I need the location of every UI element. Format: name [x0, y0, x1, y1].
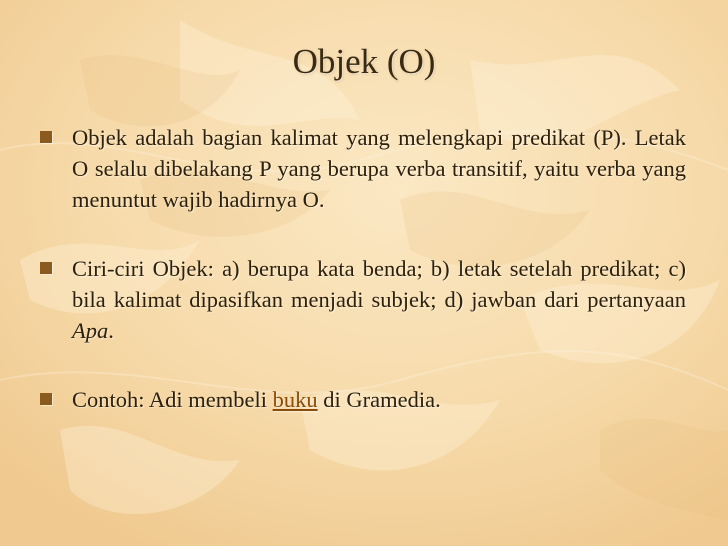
square-bullet-icon [40, 131, 52, 143]
bullet-item-characteristics [40, 253, 686, 346]
square-bullet-icon [40, 262, 52, 274]
slide-title: Objek (O) [292, 42, 436, 81]
square-bullet-icon [40, 393, 52, 405]
bullet-item-definition [40, 122, 686, 215]
bullet-item-example [40, 384, 686, 415]
bullet-text: Objek adalah bagian kalimat yang melengkapi predikat (P). Letak O selalu dibelakang P yang berupa verba transitif, yaitu verba yang menuntut wajib hadirnya O. [72, 125, 686, 212]
bullet-text: Contoh: Adi membeli [72, 387, 273, 412]
bullet-text-end: di Gramedia. [317, 387, 441, 412]
bullet-text-end: . [108, 318, 114, 343]
bullet-list [40, 122, 686, 415]
bullet-italic-word: Apa [72, 318, 109, 343]
bullet-text: Ciri-ciri Objek: a) berupa kata benda; b) letak setelah predikat; c) bila kalimat dipasifkan menjadi subjek; d) jawban dari pertanyaan [72, 256, 686, 312]
example-object-link[interactable]: buku [272, 387, 318, 412]
